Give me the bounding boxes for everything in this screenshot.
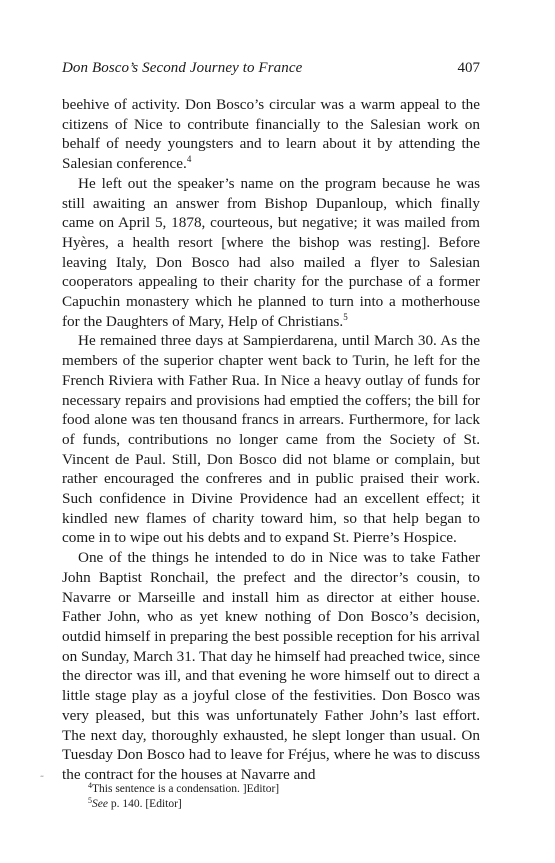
- footnote-reference: 4: [186, 154, 192, 165]
- footnotes: [88, 782, 480, 812]
- page-number: 407: [457, 60, 480, 76]
- footnote-number: 5: [88, 796, 92, 805]
- margin-mark: ‘‘: [40, 774, 45, 782]
- running-title: Don Bosco’s Second Journey to France: [62, 60, 303, 76]
- paragraph-text: He left out the speaker’s name on the program because he was still awaiting an answer from Bishop Dupanloup, which finally came on April 5, 1878, courteous, but negative; it was mailed from Hyères, a health resort [where the bishop was resting]. Before leaving Italy, Don Bosco had also mailed a flyer to Salesian cooperators appealing to their charity for the purchase of a former Capuchin monastery which he planned to turn into a motherhouse for the Daughters of Mary, Help of Christians.: [62, 174, 480, 330]
- paragraph-text: beehive of activity. Don Bosco’s circular was a warm appeal to the citizens of Nice to contribute financially to the Salesian work on behalf of needy youngsters and to learn about it by attending the Salesian conference.: [62, 96, 480, 173]
- footnote: [88, 797, 480, 812]
- footnote-reference: 5: [343, 311, 348, 322]
- body-text: [62, 95, 480, 785]
- footnote: [88, 782, 480, 797]
- paragraph-text: He remained three days at Sampierdarena, until March 30. As the members of the superior chapter went back to Turin, he left for the French Riviera with Father Rua. In Nice a heavy outlay of funds for necessary repairs and provisions had emptied the coffers; the bill for food alone was ten thousand francs in arrears. Furthermore, for lack of funds, contributions no longer came from the Society of St. Vincent de Paul. Still, Don Bosco did not blame or complain, but rather encouraged the confreres and in public praised their work. Such confidence in Divine Providence had an excellent effect; it kindled new flames of charity toward him, so that help began to come in to wipe out his debts and to expand St. Pierre’s Hospice.: [62, 332, 480, 547]
- running-head: [62, 60, 480, 80]
- paragraph: [62, 331, 480, 548]
- footnote-text: This sentence is a condensation. ]Editor]: [92, 783, 280, 795]
- footnote-number: 4: [88, 781, 92, 790]
- footnote-text: p. 140. [Editor]: [107, 798, 182, 810]
- paragraph: [62, 95, 480, 174]
- paragraph-text: One of the things he intended to do in Nice was to take Father John Baptist Ronchail, the prefect and the director’s cousin, to Navarre or Marseille and install him as director at either house. Father John, who as yet knew nothing of Don Bosco’s decision, outdid himself in preparing the best possible reception for his arrival on Sunday, March 31. That day he himself had preached twice, since the director was ill, and that evening he wore himself out to direct a little stage play as a joyful close of the festivities. Don Bosco was very pleased, but this was unfortunately Father John’s last effort. The next day, thoroughly exhausted, he slept longer than usual. On Tuesday Don Bosco had to leave for Fréjus, where he was to discuss the contract for the houses at Navarre and: [62, 549, 480, 783]
- paragraph: [62, 548, 480, 784]
- paragraph: [62, 174, 480, 332]
- footnote-see: See: [92, 798, 108, 810]
